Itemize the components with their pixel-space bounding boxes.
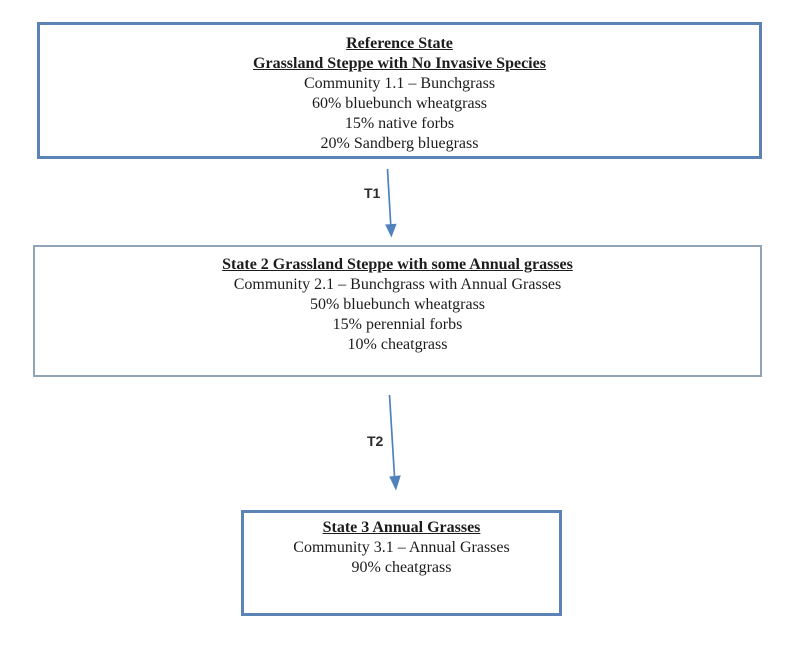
state-3-community-line: Community 3.1 – Annual Grasses bbox=[293, 539, 510, 556]
state-2-box bbox=[33, 245, 762, 377]
state-2-composition-line: 50% bluebunch wheatgrass bbox=[309, 296, 486, 313]
state-3-box bbox=[241, 510, 562, 616]
state-2-title: State 2 Grassland Steppe with some Annual grasses bbox=[222, 256, 573, 273]
state-2-community-line: Community 2.1 – Bunchgrass with Annual Grasses bbox=[233, 276, 562, 293]
reference-state-community-line: Community 1.1 – Bunchgrass bbox=[303, 75, 496, 92]
state-3-title: State 3 Annual Grasses bbox=[322, 519, 481, 536]
reference-state-composition-line: 20% Sandberg bluegrass bbox=[320, 135, 479, 152]
state-2-composition-line: 10% cheatgrass bbox=[347, 336, 448, 353]
reference-state-composition-line: 15% native forbs bbox=[344, 115, 455, 132]
transition-arrow-t2 bbox=[389, 395, 401, 491]
transition-arrow-t1 bbox=[385, 169, 396, 238]
reference-state-title-line-1: Reference State bbox=[346, 35, 453, 52]
reference-state-title-line-2: Grassland Steppe with No Invasive Species bbox=[253, 55, 546, 72]
reference-state-box bbox=[37, 22, 762, 159]
state-3-composition-line: 90% cheatgrass bbox=[351, 559, 452, 576]
reference-state-composition-line: 60% bluebunch wheatgrass bbox=[311, 95, 488, 112]
state-2-composition-line: 15% perennial forbs bbox=[332, 316, 463, 333]
transition-t1-label: T1 bbox=[364, 185, 381, 201]
transition-t2-label: T2 bbox=[367, 433, 384, 449]
